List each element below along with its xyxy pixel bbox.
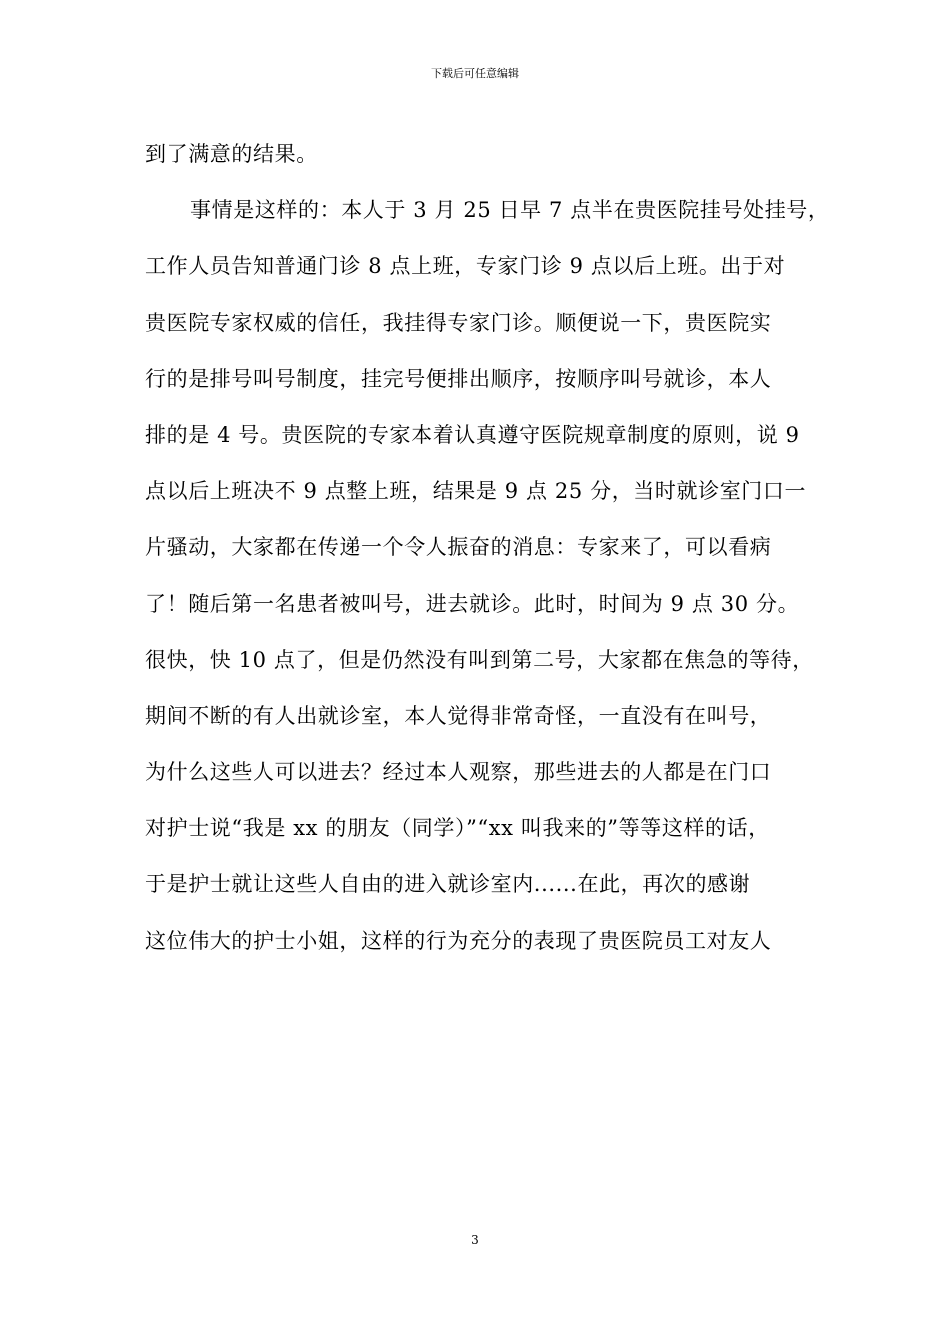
- text-line: 贵医院专家权威的信任，我挂得专家门诊。顺便说一下，贵医院实: [145, 310, 772, 335]
- page-number: 3: [471, 1233, 479, 1247]
- text-line: 点以后上班决不 9 点整上班，结果是 9 点 25 分，当时就诊室门口一: [145, 479, 807, 504]
- text-line: 了！随后第一名患者被叫号，进去就诊。此时，时间为 9 点 30 分。: [145, 591, 800, 616]
- text-line: 到了满意的结果。: [145, 142, 318, 166]
- text-line: 排的是 4 号。贵医院的专家本着认真遵守医院规章制度的原则，说 9: [145, 422, 800, 447]
- text-line: 对护士说“我是 xx 的朋友（同学）”“xx 叫我来的”等等这样的话，: [145, 816, 770, 841]
- text-line: 行的是排号叫号制度，挂完号便排出顺序，按顺序叫号就诊，本人: [145, 366, 772, 391]
- page-header: 下载后可任意编辑: [431, 67, 519, 80]
- text-line: 很快，快 10 点了，但是仍然没有叫到第二号，大家都在焦急的等待，: [145, 647, 814, 672]
- text-line: 片骚动，大家都在传递一个令人振奋的消息：专家来了，可以看病: [145, 535, 772, 560]
- text-line: 期间不断的有人出就诊室，本人觉得非常奇怪，一直没有在叫号，: [145, 703, 772, 728]
- document-body: [145, 134, 830, 977]
- text-line: 工作人员告知普通门诊 8 点上班，专家门诊 9 点以后上班。出于对: [145, 254, 786, 279]
- text-line: 这位伟大的护士小姐，这样的行为充分的表现了贵医院员工对友人: [145, 928, 772, 953]
- text-line: 于是护士就让这些人自由的进入就诊室内......在此，再次的感谢: [145, 872, 751, 897]
- text-line: 为什么这些人可以进去？经过本人观察，那些进去的人都是在门口: [145, 760, 772, 785]
- text-line: 事情是这样的：本人于 3 月 25 日早 7 点半在贵医院挂号处挂号，: [190, 198, 830, 223]
